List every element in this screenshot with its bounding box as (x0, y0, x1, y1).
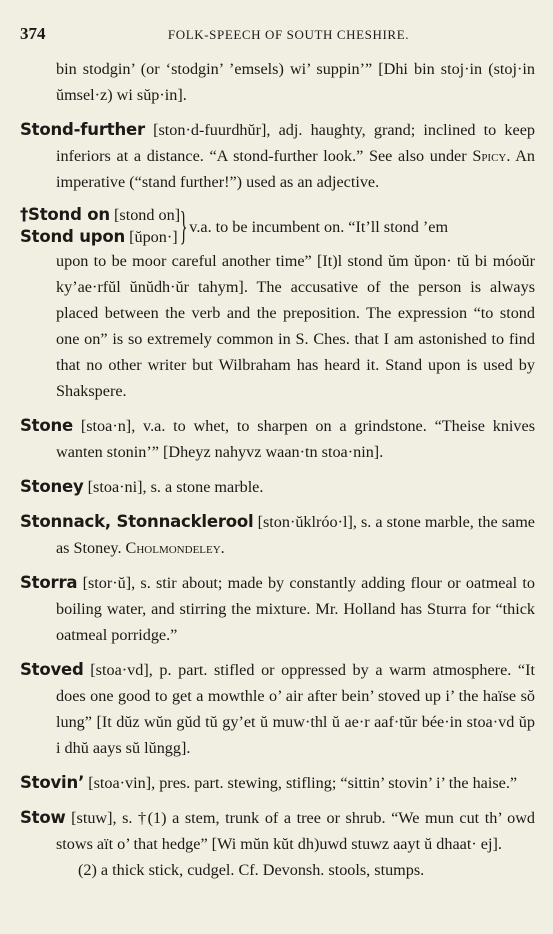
headword: Stow (20, 808, 66, 827)
headword: Stonnack, Stonnacklerool (20, 512, 254, 531)
entry-text: [stoa·vd], p. part. stifled or oppressed by a warm atmosphere. “It does one good to get a mowthle o’ air after bein’ stoved up i’ the haïse sŏ lung” [It dŭz wŭn gŭd tŭ gy’et ŭ muw·thl ŭ ae·r aaf·tŭr bée·in stoa·vd ŭp i dhŭ aays sŭ lŭngg]. (56, 661, 535, 757)
entry-stoney (20, 474, 535, 500)
entry-text: [ston·ŭklróo·l], s. a stone marble, the same as Stoney. (56, 513, 535, 557)
headword: Stond upon (20, 227, 126, 246)
entry-text: upon to be moor careful another time” [It)l stond ŭm ŭpon· tŭ bi móoŭr ky’ae·rfŭl ŭnŭdh·ŭr tahym]. The accusative of the person is always placed between the verb and the preposition. The expression “to stond one on” is so extremely common in S. Ches. that I am astonished to find that no other writer but Wilbraham has heard it. Stand upon is used by Shakspere. (56, 252, 535, 400)
headword: Stond-further (20, 120, 145, 139)
entry-text: bin stodgin’ (or ‘stodgin’ ’emsels) wi’ suppin’” [Dhi bin stoj·in (stoj·in ŭmsel·z) wi sŭp·in]. (56, 60, 535, 104)
pronunciation: [ŭpon·] (125, 228, 178, 246)
entry-stond-further (20, 117, 535, 195)
running-title: FOLK-SPEECH OF SOUTH CHESHIRE. (167, 27, 410, 42)
entry-text: [stoa·vin], pres. part. stewing, stifling; “sittin’ stovin’ i’ the haise.” (84, 774, 518, 792)
entry-stow (20, 805, 535, 883)
pronunciation: [stond on] (109, 206, 181, 224)
entry-text: [stuw], s. †(1) a stem, trunk of a tree or shrub. “We mun cut th’ owd stows aït o’ that hedge” [Wi mŭn kŭt dh)uwd stuwz aayt ŭ dhaat· ej]. (56, 809, 535, 853)
headword: Stone (20, 416, 74, 435)
entry-text: [stoa·n], v.a. to whet, to sharpen on a grindstone. “Theise knives wanten stonin’” [Dheyz nahyvz waan·tn stoa·nin]. (56, 417, 535, 461)
entry-stone (20, 413, 535, 465)
brace-icon: } (179, 203, 188, 248)
headword: Storra (20, 573, 78, 592)
entry-text: [ston·d-fuurdhŭr], adj. haughty, grand; inclined to keep inferiors at a distance. “A stond-further look.” See also under (56, 121, 535, 165)
running-head (20, 24, 535, 44)
entry-stoved (20, 657, 535, 761)
entry-text: [stoa·ni], s. a stone marble. (83, 478, 264, 496)
entry-text: [stor·ŭ], s. stir about; made by constantly adding flour or oatmeal to boiling water, and stirring the mixture. Mr. Holland has Sturra for “thick oatmeal porridge.” (56, 574, 535, 644)
headword: Stoney (20, 477, 84, 496)
sub-sense: (2) a thick stick, cudgel. Cf. Devonsh. stools, stumps. (78, 861, 425, 879)
page-number: 374 (20, 24, 46, 43)
entry-stond-on (20, 204, 535, 404)
cross-reference: Spicy (472, 147, 507, 165)
definition: v.a. to be incumbent on. “It’ll stond ’em (189, 218, 449, 236)
entry-text-tail: . An imperative (“stand further!”) used as an adjective. (56, 147, 535, 191)
entry-stovin (20, 770, 535, 796)
headword: Stovin’ (20, 773, 85, 792)
headword: †Stond on (20, 205, 110, 224)
entry-storra (20, 570, 535, 648)
entry-stonnack (20, 509, 535, 561)
authority: Cholmondeley (125, 539, 221, 557)
continued-entry (20, 56, 535, 108)
headword: Stoved (20, 660, 84, 679)
entry-text-tail: . (220, 539, 225, 557)
